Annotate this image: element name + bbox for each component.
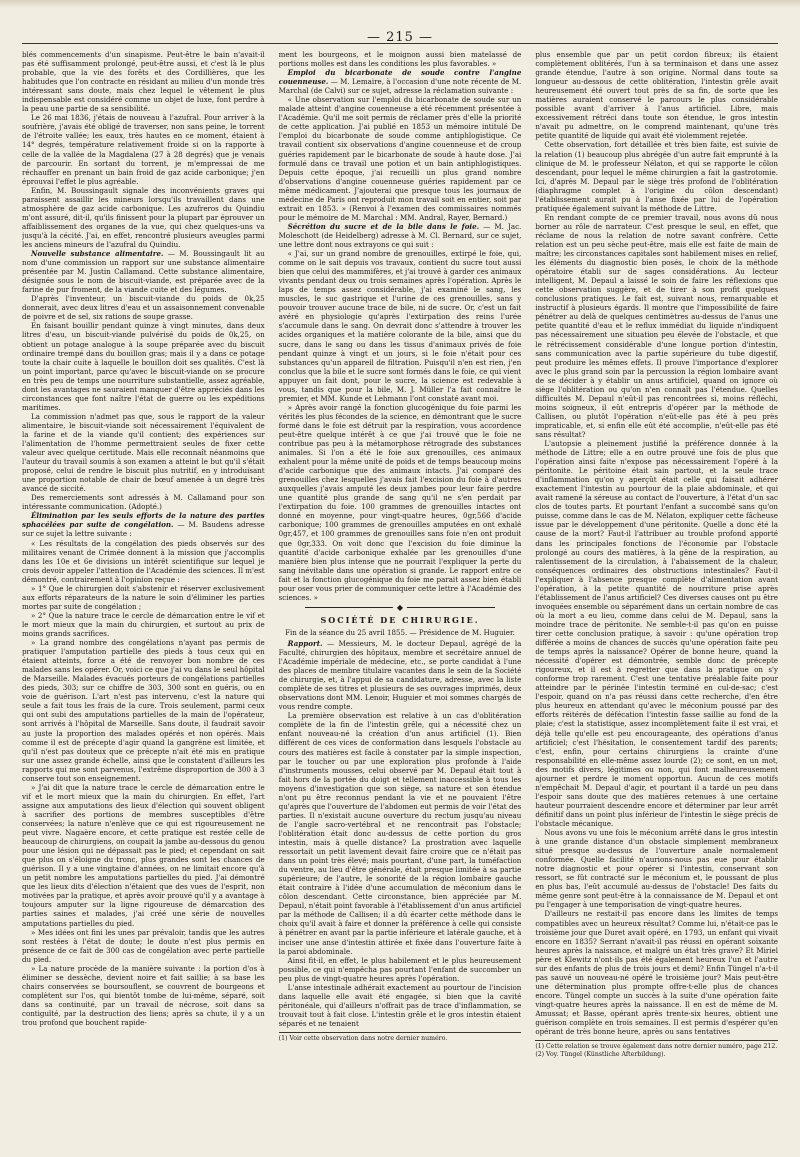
section-heading: Nouvelle substance alimentaire.	[31, 249, 164, 259]
paragraph: plus ensemble que par un petit cordon fibreux; ils étaient complètement oblitérés, l'un à sa terminaison et dans une assez grande étendue, l'autre à son origine. Normal dans toute sa longueur au-dessous de cette oblitération, l'intestin grêle avait heureusement été ouvert tout près de sa fin, de sorte que les matières auraient conservé le parcours le plus considérable possible avant d'arriver à l'anus artificiel. Libre, mais excessivement rétréci dans toute son étendue, le gros intestin n'avait pu admettre, on le comprend maintenant, qu'une très petite quantité de liquide qui avait été violemment rejetée.	[535, 50, 778, 141]
paragraph: » 1° Que le chirurgien doit s'abstenir et réserver exclusivement aux efforts réparateurs de la nature le soin d'éliminer les parties mortes par suite de congélation ;	[22, 583, 265, 611]
paragraph: « J'ai, sur un grand nombre de grenouilles, extirpé le foie, qui, comme on le sait depuis vos travaux, contient du sucre tout aussi bien que celui des mammifères, et j'ai trouvé à garder ces animaux vivants pendant deux ou trois semaines après l'opération. Après le laps de temps assez considérable, j'ai examiné le sang, les muscles, le suc gastrique et l'urine de ces grenouilles, sans y pouvoir trouver aucune trace de bile, ni de sucre. Or, c'est un fait avéré en physiologie qu'après l'extirpation des reins l'urée s'accumule dans le sang. On devrait donc s'attendre à trouver les acides organiques et la matière colorante de la bile, ainsi que du sucre, dans le sang ou dans les tissus d'animaux privés de foie pendant quinze à vingt et un jours, si le foie n'était pour ces substances qu'un appareil de filtration. Puisqu'il n'en est rien, j'en conclus que la bile et le sucre sont formés dans le foie, ce qui vient appuyer un fait dont, pour le sucre, la science est redevable à vous, tandis que pour la bile, M. J. Müller l'a fait connaître le premier, et MM. Kunde et Lehmann l'ont constaté avant moi.	[278, 249, 522, 403]
section-heading: Emploi du bicarbonate de soude contre l'angine couenneuse.	[278, 68, 522, 87]
paragraph: » J'ai dit que la nature trace le cercle de démarcation entre le vif et le mort mieux que la main du chirurgien. En effet, l'art assigne aux amputations des lieux d'élection qui souvent obligent à sacrifier des portions de membres susceptibles d'être conservées; la nature n'enlève que ce qui est rigoureusement ne peut vivre. Nagaère encore, et cette pratique est restée celle de beaucoup de chirurgiens, on coupait la jambe au-dessous du genou pour une lésion qui ne dépassait pas le pied; et cependant on sait que plus on s'éloigne du tronc, plus grandes sont les chances de guérison. Il y a une vingtaine d'années, on ne limitait encore qu'à un petit nombre les amputations partielles du pied. J'ai démontré que les lieux dits d'élection n'étaient que des vues de l'esprit, non motivées par la pratique, et après avoir prouvé qu'il y a avantage à toujours amputer sur la ligne rigoureuse de démarcation des parties saines et malades, j'ai créé une série de nouvelles amputations partielles du pied.	[22, 782, 265, 928]
paragraph: « Les résultats de la congélation des pieds observés sur des militaires venant de Crimée donnent à la mission que j'accomplis dans les 10e et 6e divisions un intérêt scientifique sur lequel je crois devoir appeler l'attention de l'Académie des sciences. Il m'est démontré, contrairement à l'opinion reçue :	[22, 538, 265, 584]
paragraph: En faisant bouillir pendant quinze à vingt minutes, dans deux litres d'eau, un biscuit-viande pulvérisé du poids de 0k,25, on obtient un potage analogue à la soupe préparée avec du biscuit ordinaire trempé dans du bouillon gras; mais il y a dans ce potage toute la chair cuite à laquelle le bouillon doit ses qualités. C'est là un point important, parce qu'avec le biscuit-viande on se procure en très peu de temps une nourriture substantielle, assez agréable, dont les avantages ne sauraient manquer d'être appréciés dans les circonstances que font naître l'état de guerre ou les expéditions maritimes.	[22, 321, 265, 412]
section-heading: Sécrétion du sucre et de la bile dans le foie.	[287, 221, 480, 231]
paragraph: La commission n'admet pas que, sous le rapport de la valeur alimentaire, le biscuit-viande soit nécessairement l'équivalent de la farine et de la viande qu'il contient; des expériences sur l'alimentation de l'homme permettraient seules de fixer cette valeur avec quelque certitude. Mais elle reconnaît néanmoins que l'auteur du travail soumis à son examen a atteint le but qu'il s'était proposé, celui de rendre le biscuit plus nutritif, en y introduisant une proportion notable de chair de bœuf amenée à un degré très avancé de siccité.	[22, 411, 265, 494]
session-line: Fin de la séance du 25 avril 1855. — Présidence de M. Huguier.	[285, 627, 515, 637]
paragraph-text: — M. Boussingault lit au nom d'une commission un rapport sur une substance alimentaire présentée par M. Justin Callamand. Cette substance alimentaire, désignée sous le nom de biscuit-viande, est préparée avec de la farine de pur froment, de la viande cuite et des légumes.	[22, 249, 265, 295]
header-rule	[22, 43, 778, 44]
paragraph: Des remerciements sont adressés à M. Callamand pour son intéressante communication. (Adopté.)	[22, 493, 265, 512]
paragraph: L'anse intestinale adhérait exactement au pourtour de l'incision dans laquelle elle avait été engagée, si bien que la cavité péritonéale, qui d'ailleurs n'offrait pas de trace d'inflammation, se trouvait tout à fait close. L'intestin grêle et le gros intestin étaient séparés et ne tenaient	[278, 982, 522, 1028]
footnote: (2) Voy. Tüngel (Künstliche Afterbildung).	[535, 1051, 666, 1059]
society-title: SOCIÉTÉ DE CHIRURGIE.	[320, 614, 480, 625]
paragraph-text: — M. Lemaire, à l'occasion d'une note récente de M. Marchal (de Calvi) sur ce sujet, adresse la réclamation suivante :	[278, 77, 522, 96]
paragraph: D'après l'inventeur, un biscuit-viande du poids de 0k,25 donnerait, avec deux litres d'eau et un assaisonnement convenable de poivre et de sel, six rations de soupe grasse.	[22, 294, 265, 322]
column-2	[279, 50, 522, 1135]
paragraph: » 2° Que la nature trace le cercle de démarcation entre le vif et le mort mieux que la main du chirurgien, et surtout au prix de moins grands sacrifices.	[22, 610, 265, 638]
paragraph: Enfin, M. Boussingault signale des inconvénients graves qui paraissent assaillir les mineurs lorsqu'ils travaillent dans une atmosphère de gaz acide carbonique. Les azufreros du Quindiu m'ont assuré, dit-il, qu'ils finissent pour la plupart par éprouver un affaiblissement des organes de la vue, qui chez quelques-uns va jusqu'à la cécité. J'ai, en effet, rencontré plusieurs aveugles parmi les anciens mineurs de l'azufral du Quindiu.	[22, 185, 265, 249]
paragraph: Cette observation, fort détaillée et très bien faite, est suivie de la relation (1) beaucoup plus abrégée d'un autre fait emprunté à la clinique de M. le professeur Nélaton, et qui se rapporte le côlon descendant, pour lequel le même chirurgien a fait la gastrotomie. Ici, d'après M. Depaul par le siège très profond de l'oblitération (diaphragme complet à l'origine du côlon descendant) l'établissement aurait pu à l'anse fixée par lui de l'opération pratiquée également suivant la méthode de Littre.	[535, 140, 778, 213]
paragraph: En rendant compte de ce premier travail, nous avons dû nous borner au rôle de narrateur. C'est presque le seul, en effet, que réclame de nous la relation de notre savant confrère. Cette relation est un peu sèche peut-être, mais elle est faite de main de maître; les circonstances capitales sont habilement mises en relief, les éléments du diagnostic bien posés, le choix de la méthode opératoire établi sur de sages considérations. Au lecteur intelligent, M. Depaul a laissé le soin de faire les réflexions que cette observation suggère, et de tirer à son profit quelques conclusions pratiques. Le fait est, suivant nous, remarquable et instructif à plusieurs égards. Il montre que l'impossibilité de faire pénétrer au delà de quelques centimètres au-dessus de l'anus une petite quantité d'eau et le reflux immédiat du liquide n'indiquent pas nécessairement une situation peu élevée de l'obstacle, et que le rétrécissement considérable d'une longue portion d'intestin, sans communication avec la partie supérieure du tube digestif, peut produire les mêmes effets. Il prouve l'importance d'explorer avec le plus grand soin par la percussion la région lombaire avant de se décider à y établir un anus artificiel, quand on ignore où siège l'oblitération ou qu'on n'en connaît pas l'étendue. Quelles difficultés M. Depaul n'eût-il pas rencontrées si, moins réfléchi, moins soigneux, il eût entrepris d'opérer par la méthode de Callisen, ou plutôt l'opération n'eût-elle pas été à peu près impraticable, et, si enfin elle eût été accomplie, n'eût-elle pas été sans résultat?	[535, 212, 778, 439]
paragraph: » Après avoir rangé la fonction glucogénique du foie parmi les vérités les plus fécondes de la science, en démontrant que le sucre formé dans le foie est détruit par la respiration, vous accordence peut-être quelque intérêt à ce que j'ai trouvé que le foie ne contribue pas peu à la métamorphose rétrograde des substances animales. Si l'on a été le foie aux grenouilles, ces animaux exhalent pour la même unité de poids et de temps beaucoup moins d'acide carbonique que des animaux intacts. J'ai comparé des grenouilles chez lesquelles j'avais fait l'excision du foie à d'autres auxquelles j'avais amputé les deux jambes pour leur faire perdre une quantité plus grande de sang qu'il ne s'en perdait par l'extirpation du foie. 100 grammes de grenouilles intactes ont donné en moyenne, pour vingt-quatre heures, 0gr,566 d'acide carbonique; 100 grammes de grenouilles amputées en ont exhalé 0gr,457, et 100 grammes de grenouilles sans foie n'en ont produit que 0gr,333. On voit donc que l'excision du foie diminue la quantité d'acide carbonique exhalée par les grenouilles d'une manière bien plus intense que ne pourrait l'expliquer la perte du sang inévitable dans une opération si grande. Le rapport entre ce fait et la fonction glucogénique du foie me parait assez bien établi pour oser vous prier de communiquer cette lettre à l'Académie des sciences. »	[278, 402, 522, 602]
paragraph-text: — M. Baudens adresse sur ce sujet la lettre suivante :	[22, 520, 265, 539]
paragraph: blés commencements d'un sinapisme. Peut-être le bain n'avait-il pas été suffisamment prolongé, peut-être aussi, et c'est là le plus probable, que la vie des forêts et des Cordillières, que les habitudes que l'on contracte en résidant au milieu d'un monde très intéressant sans doute, mais chez lequel le vêtement le plus indispensable est considéré comme un objet de luxe, font perdre à la peau une partie de sa sensibilité.	[22, 50, 265, 114]
page-header	[22, 26, 778, 46]
page-number: — 215 —	[366, 30, 434, 45]
divider-ornament: ◆	[393, 603, 407, 612]
paragraph-text: — Messieurs, M. le docteur Depaul, agrégé de la Faculté, chirurgien des hôpitaux, membre et secrétaire annuel de l'Académie impériale de médecine, etc., se porte candidat à l'une des places de membre titulaire vacantes dans le sein de la Société de chirurgie, et, à l'appui de sa candidature, adresse, avec la liste complète de ses titres et plusieurs de ses ouvrages imprimés, deux observations dont MM. Lenoir, Huguier et moi sommes chargés de vous rendre compte.	[278, 638, 522, 712]
paragraph: Nous avons vu une fois le méconium arrêté dans le gros intestin à une grande distance d'un obstacle simplement membraneux situé presque au-dessus de l'ouverture anale normalement conformée. Quelle facilité n'aurions-nous pas eue pour établir notre diagnostic et pour opérer si l'intestin, conservant son ressort, se fût contracté sur le méconium et, le poussant de plus en plus bas, l'eût accumulé au-dessus de l'obstacle! Des faits du même genre sont peut-être à la connaissance de M. Depaul et ont pu l'engager à une temporisation de vingt-quatre heures.	[535, 828, 778, 910]
footnotes	[535, 1040, 778, 1059]
paragraph: » La nature procède de la manière suivante : la portion d'os à éliminer se dessèche, devient noire et fait saillie; à sa base les chairs conservées se boursouflent, se couvrent de bourgeons et complètent sur l'os, qui bientôt tombe de lui-même, séparé, soit dans sa continuité, par un travail de nécrose, soit dans sa contiguïté, par la destruction des liens; après sa chute, il y a un trou profond que bouchent rapide-	[22, 963, 265, 1028]
paragraph: » La grand nombre des congélations n'ayant pas permis de pratiquer l'amputation partielle des pieds à tous ceux qui en étaient atteints, force a été de renvoyer bon nombre de ces malades sans les opérer. Or, voici ce que j'ai vu dans le seul hôpital de Marseille. Malades évacués porteurs de congélations partielles des pieds, 303; sur ce chiffre de 303, 300 sont en guéris, ou en voie de guérison. L'art n'est pas intervenu, c'est la nature qui seule a fait tous les frais de la cure. Trois seulement, parmi ceux qui ont subi des amputations partielles de la main de l'opérateur, sont arrivés à l'hôpital de Marseille. Sans doute, il faudrait savoir au juste la proportion des malades opérés et non opérés. Mais comme il est de précepte d'agir quand la gangrène est limitée, et qu'il n'est pas douteux que ce précepte n'ait été mis en pratique sur une assez grande échelle, ainsi que le constatent d'ailleurs les rapports qui me sont parvenus, l'extrême disproportion de 300 à 3 conserve tout son enseignement.	[22, 638, 265, 783]
paragraph: » Mes idées ont fini les unes par prévaloir, tandis que les autres sont restées à l'état de doute; le doute n'est plus permis en présence de ce fait de 300 cas de congélation avec perte partielle du pied.	[22, 927, 265, 964]
paragraph: Le 26 mai 1836, j'étais de nouveau à l'azufral. Pour arriver à la soufrière, j'avais été obligé de traverser, non sans peine, le torrent de l'étroite vallée; les eaux, très hautes en ce moment, étaient à 14° degrés, température relativement froide si on la rapporte à celle de la vallée de la Magdalena (27 à 28 degrés) que je venais de parcourir. En sortant du torrent, je m'empressai de me réchauffer en prenant un bain froid de gaz acide carbonique; j'en éprouvai l'effet le plus agréable.	[22, 113, 265, 186]
paragraph: « Une observation sur l'emploi du bicarbonate de soude sur un malade atteint d'angine couenneuse a été récemment présentée à l'Académie. Qu'il me soit permis de réclamer près d'elle la priorité de cette application. J'ai publié en 1853 un mémoire intitulé De l'emploi du bicarbonate de soude comme antiphlogistique. Ce travail contient six observations d'angine couenneuse et de croup guéries rapidement par le bicarbonate de soude à haute dose. J'ai formulé dans ce travail une potion et un bain antiphlogistiques. Depuis cette époque, j'ai recueilli un plus grand nombre d'observations d'angine couenneuse guéries rapidement par ce même médicament. J'ajouterai que presque tous les journaux de médecine de Paris ont reproduit mon travail soit en entier, soit par extrait en 1853. » (Renvoi à l'examen des commissaires nommés pour le mémoire de M. Marchal : MM. Andral, Rayer, Bernard.)	[278, 95, 522, 222]
section-divider	[305, 602, 494, 613]
column-1	[22, 50, 265, 1135]
column-3	[535, 50, 778, 1135]
paragraph-text: — M. Jac. Moleschott (de Heidelberg) adresse à M. Cl. Bernard, sur ce sujet, une lettre dont nous extrayons ce qui suit :	[278, 221, 522, 249]
paragraph: La première observation est relative à un cas d'oblitération complète de la fin de l'intestin grêle, qui a nécessité chez un enfant nouveau-né la création d'un anus artificiel (1). Bien différent de ces vices de conformation dans lesquels l'obstacle au cours des matières est facile à constater par la simple inspection, par le toucher ou par une exploration plus profonde à l'aide d'instruments mousses, celui observé par M. Depaul était tout à fait hors de la portée du doigt et tellement inaccessible à tous les moyens d'investigation que son siège, sa nature et son étendue n'ont pu être reconnus pendant la vie et ne pouvaient l'être qu'après que l'ouverture de l'abdomen eut permis de voir l'état des parties. Il n'existait aucune ouverture du rectum jusqu'au niveau de l'angle sacro-vertébral et ne rencontrait pas l'obstacle; l'oblitération était donc au-dessus de cette portion du gros intestin, mais à quelle distance? La prostration avec laquelle ressortait un petit lavement devait faire croire que ce n'était pas dans un point très élevé; mais pourtant, d'une part, la tuméfaction du ventre, au lieu d'être générale, était presque limitée à sa partie supérieure; de l'autre, le sonorité de la région lombaire gauche était contraire à l'idée d'une accumulation de méconium dans le côlon descendant. Cette circonstance, bien appréciée par M. Depaul, n'était point favorable à l'établissement d'un anus artificiel par la méthode de Callisen; il a dû écarter cette méthode dans le choix qu'il avait à faire et donner la préférence à celle qui consiste à pénétrer en avant par la partie inférieure et latérale gauche, et à inciser une anse d'intestin attirée et fixée dans l'ouverture faite à la paroi abdominale.	[278, 711, 522, 956]
footnote: (1) Cette relation se trouve également dans notre dernier numéro, page 212.	[535, 1043, 778, 1051]
paragraph: Ainsi fit-il, en effet, le plus habilement et le plus heureusement possible, ce qui n'empêcha pas pourtant l'enfant de succomber un peu plus de vingt-quatre heures après l'opération.	[278, 955, 522, 983]
paragraph: D'ailleurs ne restait-il pas encore dans les limites de temps compatibles avec un heureux résultat? Comme lui, n'était-ce pas le troisième jour que Duret avait opéré, en 1793, un enfant qui vivait encore en 1835? Serrant n'avait-il pas réussi en opérant soixante heures après la naissance, et malgré un état très grave? Et Miriel père et Klewitz n'ont-ils pas été également heureux l'un et l'autre sur des enfants de plus de trois jours et demi? Enfin Tüngel n'a-t-il pas sauvé un nouveau-né opéré le troisième jour? Mais peut-être une détermination plus prompte offre-t-elle plus de chances encore. Tüngel compte un succès à la suite d'une opération faite vingt-quatre heures après la naissance. Il en est de même de M. Amussat; et Basse, opérant après trente-six heures, obtient une guérison complète en trois semaines. Il est permis d'espérer qu'en opérant de très bonne heure, après ou sans tentatives	[535, 909, 778, 1037]
section-heading: Rapport.	[287, 638, 323, 648]
text-columns	[22, 50, 778, 1135]
footnote: (1) Voir cette observation dans notre dernier numéro.	[278, 1034, 448, 1042]
paragraph: ment les bourgeons, et le moignon aussi bien matelassé de portions molles est dans les conditions les plus favorables. »	[278, 50, 522, 69]
section-heading: Élimination par les seuls efforts de la nature des parties sphacélées par suite de congélation.	[22, 511, 265, 530]
paragraph: L'autopsie a pleinement justifié la préférence donnée à la méthode de Littre; elle a en outre prouvé une fois de plus que l'opération ainsi faite n'expose pas nécessairement l'opéré à la péritonite. Le péritoine était sain partout, et la seule trace d'inflammation qu'on y aperçût était celle qui faisait adhérer exactement l'intestin au pourtour de la plaie abdominale, et qui avait ramené la séreuse au contact de l'ouverture, à l'état d'un sac clos de toutes parts. Et pourtant l'enfant a succombé sans qu'on puisse, comme dans le cas de M. Nélaton, expliquer cette fâcheuse issue par le développement d'une péritonite. Quelle a donc été la cause de la mort? Faut-il l'attribuer au trouble profond apporté dans les principales fonctions de l'économie par l'obstacle prolongé au cours des matières, à la gêne de la respiration, au ralentissement de la circulation, à l'abaissement de la chaleur, conséquences ordinaires des obstructions intestinales? Faut-il l'expliquer à l'absence presque complète d'alimentation avant l'opération, à la petite quantité de nourriture prise après l'établissement de l'anus artificiel? Ces diverses causes ont pu être invoquées ensemble ou séparément dans un certain nombre de cas où la mort a eu lieu, comme dans celui de M. Depaul, sans la moindre trace de péritonite. Ne semble-t-il pas qu'on en puisse tirer cette conclusion pratique, à savoir : qu'une opération trop différée a moins de chances de succès qu'une opération faite peu de temps après la naissance? Opérer de bonne heure, quand la nécessité d'opérer est démontrée, semble donc de précepte rigoureux, et il est à regretter que dans la pratique on s'y conforme trop rarement. C'est une tentative préalable faite pour atteindre par le périnée l'intestin terminé en cul-de-sac; c'est l'espoir, quand on n'a pas réussi dans cette recherche, d'en être plus heureux en attendant qu'avec le méconium poussé par des efforts réitérés de défécation l'intestin fasse saillie au fond de la plaie; c'est la statistique, assez incomplètement faite il est vrai, et déjà telle qu'elle est peu encourageante, des opérations d'anus artificiel; c'est l'hésitation, le consentement tardif des parents; c'est, enfin, pour certains chirurgiens la crainte d'une responsabilité en elle-même assez lourde (2); ce sont, en un mot, des motifs divers, légitimes ou non, qui font malheureusement ajourner et perdre le moment opportun. Aucun de ces motifs n'empêchait M. Depaul d'agir, et pourtant il a tardé un peu dans l'espoir sans doute que des matières retenues à une certaine hauteur pourraient descendre encore et déterminer par leur arrêt définitif dans un point plus inférieur de l'intestin le siège précis de l'obstacle mécanique.	[535, 439, 778, 828]
page-shadow	[0, 0, 800, 8]
footnotes	[279, 1032, 522, 1043]
